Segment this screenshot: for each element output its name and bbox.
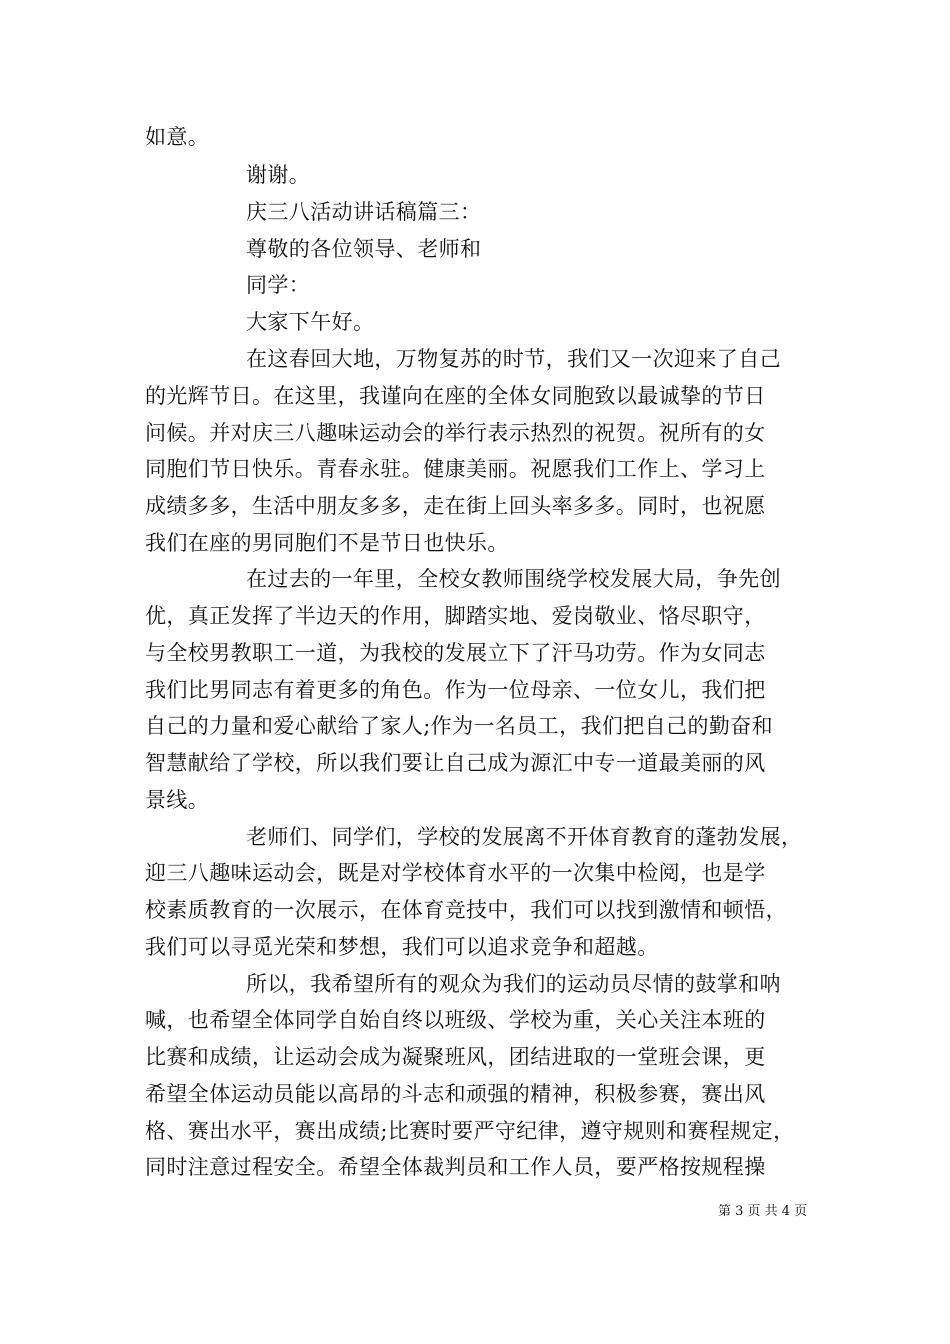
- text-line: 成绩多多，生活中朋友多多，走在街上回头率多多。同时，也祝愿: [145, 494, 766, 518]
- text-line: 同胞们节日快乐。青春永驻。健康美丽。祝愿我们工作上、学习上: [145, 457, 766, 481]
- text-line: 同时注意过程安全。希望全体裁判员和工作人员，要严格按规程操: [145, 1155, 766, 1179]
- text-line: 所以，我希望所有的观众为我们的运动员尽情的鼓掌和呐: [246, 972, 781, 996]
- text-line: 我们在座的男同胞们不是节日也快乐。: [145, 531, 509, 555]
- text-line: 同学：: [246, 273, 311, 297]
- text-line: 在这春回大地，万物复苏的时节，我们又一次迎来了自己: [246, 347, 781, 371]
- text-line: 如意。: [145, 125, 210, 149]
- text-line: 迎三八趣味运动会，既是对学校体育水平的一次集中检阅，也是学: [145, 861, 766, 885]
- text-line: 在过去的一年里，全校女教师围绕学校发展大局，争先创: [246, 567, 781, 591]
- text-line: 优，真正发挥了半边天的作用，脚踏实地、爱岗敬业、恪尽职守，: [145, 604, 766, 628]
- text-line: 景线。: [145, 788, 210, 812]
- text-line: 自己的力量和爱心献给了家人;作为一名员工，我们把自己的勤奋和: [145, 714, 774, 738]
- text-line: 格、赛出水平，赛出成绩;比赛时要严守纪律，遵守规则和赛程规定，: [145, 1119, 795, 1143]
- text-line: 希望全体运动员能以高昂的斗志和顽强的精神，积极参赛，赛出风: [145, 1082, 766, 1106]
- text-line: 谢谢。: [246, 163, 311, 187]
- section-heading: 庆三八活动讲话稿篇三：: [246, 200, 482, 224]
- text-line: 我们比男同志有着更多的角色。作为一位母亲、一位女儿，我们把: [145, 678, 766, 702]
- text-line: 问候。并对庆三八趣味运动会的举行表示热烈的祝贺。祝所有的女: [145, 421, 766, 445]
- text-line: 校素质教育的一次展示，在体育竞技中，我们可以找到激情和顿悟，: [145, 898, 787, 922]
- page-number-footer: 第 3 页 共 4 页: [718, 1204, 808, 1219]
- text-line: 的光辉节日。在这里，我谨向在座的全体女同胞致以最诚挚的节日: [145, 384, 766, 408]
- text-line: 喊，也希望全体同学自始自终以班级、学校为重，关心关注本班的: [145, 1008, 766, 1032]
- text-line: 智慧献给了学校，所以我们要让自己成为源汇中专一道最美丽的风: [145, 751, 766, 775]
- text-line: 大家下午好。: [246, 310, 375, 334]
- text-line: 与全校男教职工一道，为我校的发展立下了汗马功劳。作为女同志: [145, 641, 766, 665]
- text-line: 我们可以寻觅光荣和梦想，我们可以追求竞争和超越。: [145, 935, 659, 959]
- text-line: 比赛和成绩，让运动会成为凝聚班风，团结进取的一堂班会课，更: [145, 1045, 766, 1069]
- text-line: 老师们、同学们，学校的发展离不开体育教育的蓬勃发展，: [246, 825, 803, 849]
- text-line: 尊敬的各位领导、老师和: [246, 237, 482, 261]
